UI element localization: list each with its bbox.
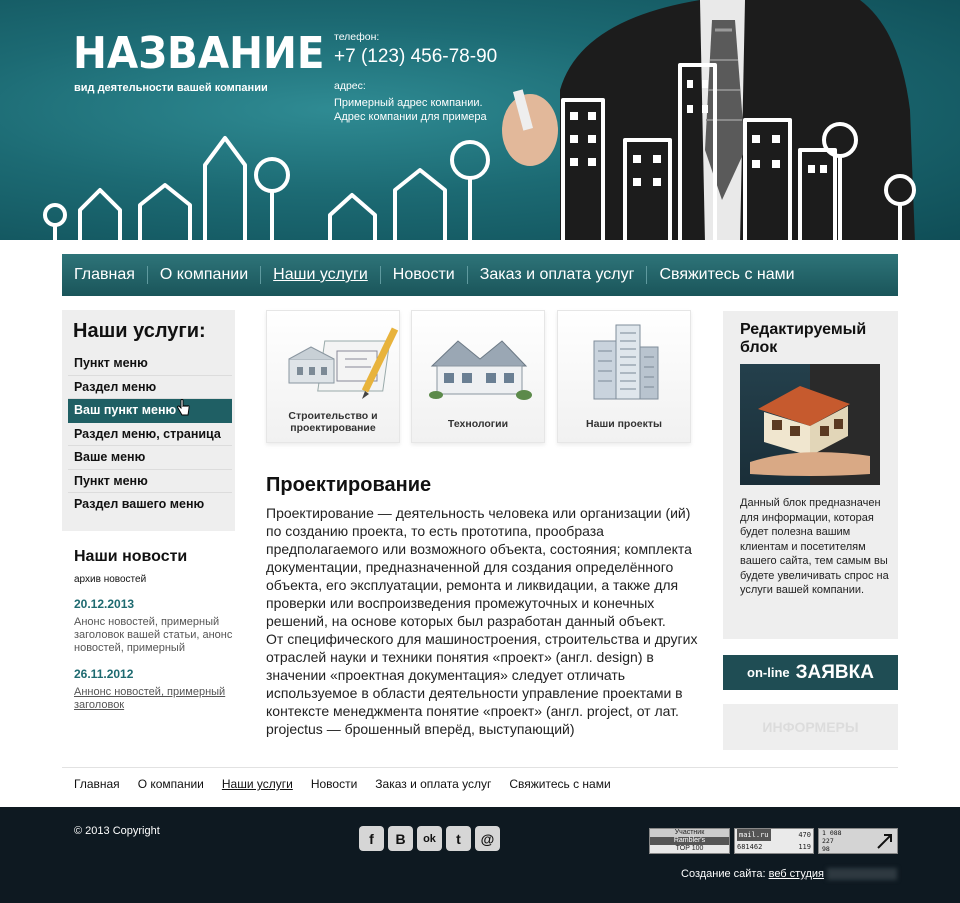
article-paragraph: Проектирование — деятельность человека или организации (ий) по созданию проекта, то есть прототипа, прообраза предполагаемого или возможного объекта, состояния; комплекта документации, предназначенной для создания определённого объекта, его эксплуатации, ремонта и ликвидации, а также для проверки или воспроизведения промежуточных и конечных решений, на основе которых был разработан данный объект. — [266, 505, 692, 629]
services-menu — [62, 310, 235, 531]
news-date: 26.11.2012 — [74, 667, 134, 681]
company-tagline: вид деятельности вашей компании — [74, 82, 268, 94]
editable-block-text: Данный блок предназначен для информации, которая будет полезна вашим клиентам и посетителям вашего сайта, тем самым вы будете увеличивать спрос на услуги вашей компании. — [740, 497, 889, 596]
services-item[interactable]: Ваше меню — [68, 446, 232, 470]
services-item[interactable]: Пункт меню — [68, 352, 232, 376]
rambler-line: TOP 100 — [675, 845, 704, 852]
blueprint-pencil-icon — [267, 311, 401, 406]
twitter-icon[interactable]: t — [446, 826, 471, 851]
address-text — [334, 96, 487, 124]
services-list — [68, 352, 232, 517]
studio-link[interactable]: веб студия — [768, 868, 824, 880]
liveinternet-value: 98 — [822, 845, 830, 853]
odnoklassniki-icon[interactable]: ok — [417, 826, 442, 851]
liveinternet-value: 1 088 — [822, 829, 842, 837]
address-label: адрес: — [334, 80, 366, 92]
news-block — [74, 548, 236, 712]
created-label: Создание сайта: — [681, 868, 766, 880]
mailru-row — [735, 829, 813, 841]
mail-icon[interactable]: @ — [475, 826, 500, 851]
online-label: on-line — [747, 665, 790, 680]
footer-nav-contact[interactable]: Свяжитесь с нами — [509, 777, 611, 791]
nav-home[interactable]: Главная — [74, 266, 135, 283]
footer-nav — [74, 777, 629, 791]
nav-contact[interactable]: Свяжитесь с нами — [659, 266, 795, 283]
tile-label: Наши проекты — [586, 418, 662, 430]
news-archive-link[interactable]: архив новостей — [74, 574, 147, 585]
services-item[interactable]: Раздел меню, страница — [68, 423, 232, 447]
tile-label: Технологии — [447, 418, 509, 430]
mailru-value: 119 — [798, 843, 811, 851]
liveinternet-counter[interactable] — [818, 828, 898, 854]
tile-construction[interactable] — [266, 310, 400, 443]
rambler-counter[interactable] — [649, 828, 730, 854]
blurred-studio-name — [827, 868, 897, 880]
request-label: ЗАЯВКА — [795, 661, 874, 683]
article-title: Проектирование — [266, 474, 432, 496]
nav-news[interactable]: Новости — [392, 266, 455, 283]
services-item-active[interactable] — [68, 399, 232, 423]
mailru-brand: mail.ru — [739, 831, 769, 839]
rambler-line: Rambler's — [650, 837, 729, 845]
header-banner — [0, 0, 960, 243]
address-line-2: Адрес компании для примера — [334, 111, 487, 123]
services-item[interactable]: Пункт меню — [68, 470, 232, 494]
services-title: Наши услуги: — [73, 320, 206, 342]
arrow-icon — [876, 832, 894, 850]
online-request-button[interactable] — [723, 655, 898, 690]
footer-nav-home[interactable]: Главная — [74, 777, 120, 791]
news-title: Наши новости — [74, 548, 188, 565]
article-body — [266, 504, 706, 738]
editable-block — [723, 311, 898, 639]
main-nav — [62, 254, 898, 296]
vkontakte-icon[interactable]: B — [388, 826, 413, 851]
editable-block-title: Редактируемый блок — [740, 321, 867, 356]
footer-divider — [62, 767, 898, 768]
footer-nav-about[interactable]: О компании — [137, 777, 204, 791]
footer-nav-order[interactable]: Заказ и оплата услуг — [375, 777, 492, 791]
house-in-hand-image — [740, 364, 880, 485]
informers-block: ИНФОРМЕРЫ — [723, 704, 898, 750]
services-item[interactable]: Раздел вашего меню — [74, 497, 205, 511]
liveinternet-value: 227 — [822, 837, 834, 845]
house-icon — [412, 311, 546, 406]
mailru-counter[interactable] — [734, 828, 814, 854]
news-excerpt[interactable]: Анонс новостей, примерный заголовок вашей статьи, анонс новостей, примерный — [74, 616, 233, 654]
news-excerpt[interactable]: Аннонс новостей, примерный заголовок — [74, 686, 226, 711]
mailru-value: 681462 — [737, 843, 763, 851]
footer-nav-news[interactable]: Новости — [310, 777, 358, 791]
news-date: 20.12.2013 — [74, 597, 135, 611]
article — [266, 474, 706, 738]
address-line-1: Примерный адрес компании. — [334, 97, 483, 109]
facebook-icon[interactable]: f — [359, 826, 384, 851]
article-paragraph: От специфического для машиностроения, строительства и других отраслей науки и техники понятия «проект» (англ. design) в значении «проектная документация» следует отличать используемое в области деятельности управление проектами в контексте менеджмента понятие «проект» (англ. project, от лат. projectus — брошенный вперёд, выступающий) — [266, 631, 698, 737]
services-item[interactable]: Раздел меню — [68, 376, 232, 400]
service-tiles — [266, 310, 691, 445]
rambler-line: Участник — [650, 829, 729, 837]
copyright: © 2013 Copyright — [74, 825, 160, 837]
footer — [0, 807, 960, 903]
tile-projects[interactable] — [557, 310, 691, 443]
nav-order[interactable]: Заказ и оплата услуг — [479, 266, 635, 283]
company-name: НАЗВАНИЕ — [73, 28, 325, 79]
social-links — [359, 826, 504, 851]
footer-nav-services[interactable]: Наши услуги — [221, 777, 293, 791]
nav-services[interactable]: Наши услуги — [273, 266, 368, 283]
skyscraper-icon — [558, 311, 692, 406]
phone-number[interactable]: +7 (123) 456-78-90 — [334, 46, 498, 67]
house-model-icon — [740, 364, 880, 485]
nav-about[interactable]: О компании — [159, 266, 249, 283]
phone-label: телефон: — [334, 31, 380, 43]
created-by — [681, 868, 897, 880]
hand-cursor-icon — [176, 399, 190, 417]
tile-label: Строительство и проектирование — [288, 410, 378, 434]
mailru-row — [735, 841, 813, 853]
services-item-label: Ваш пункт меню — [74, 403, 177, 417]
mailru-value: 470 — [798, 831, 811, 839]
tile-technology[interactable] — [411, 310, 545, 443]
